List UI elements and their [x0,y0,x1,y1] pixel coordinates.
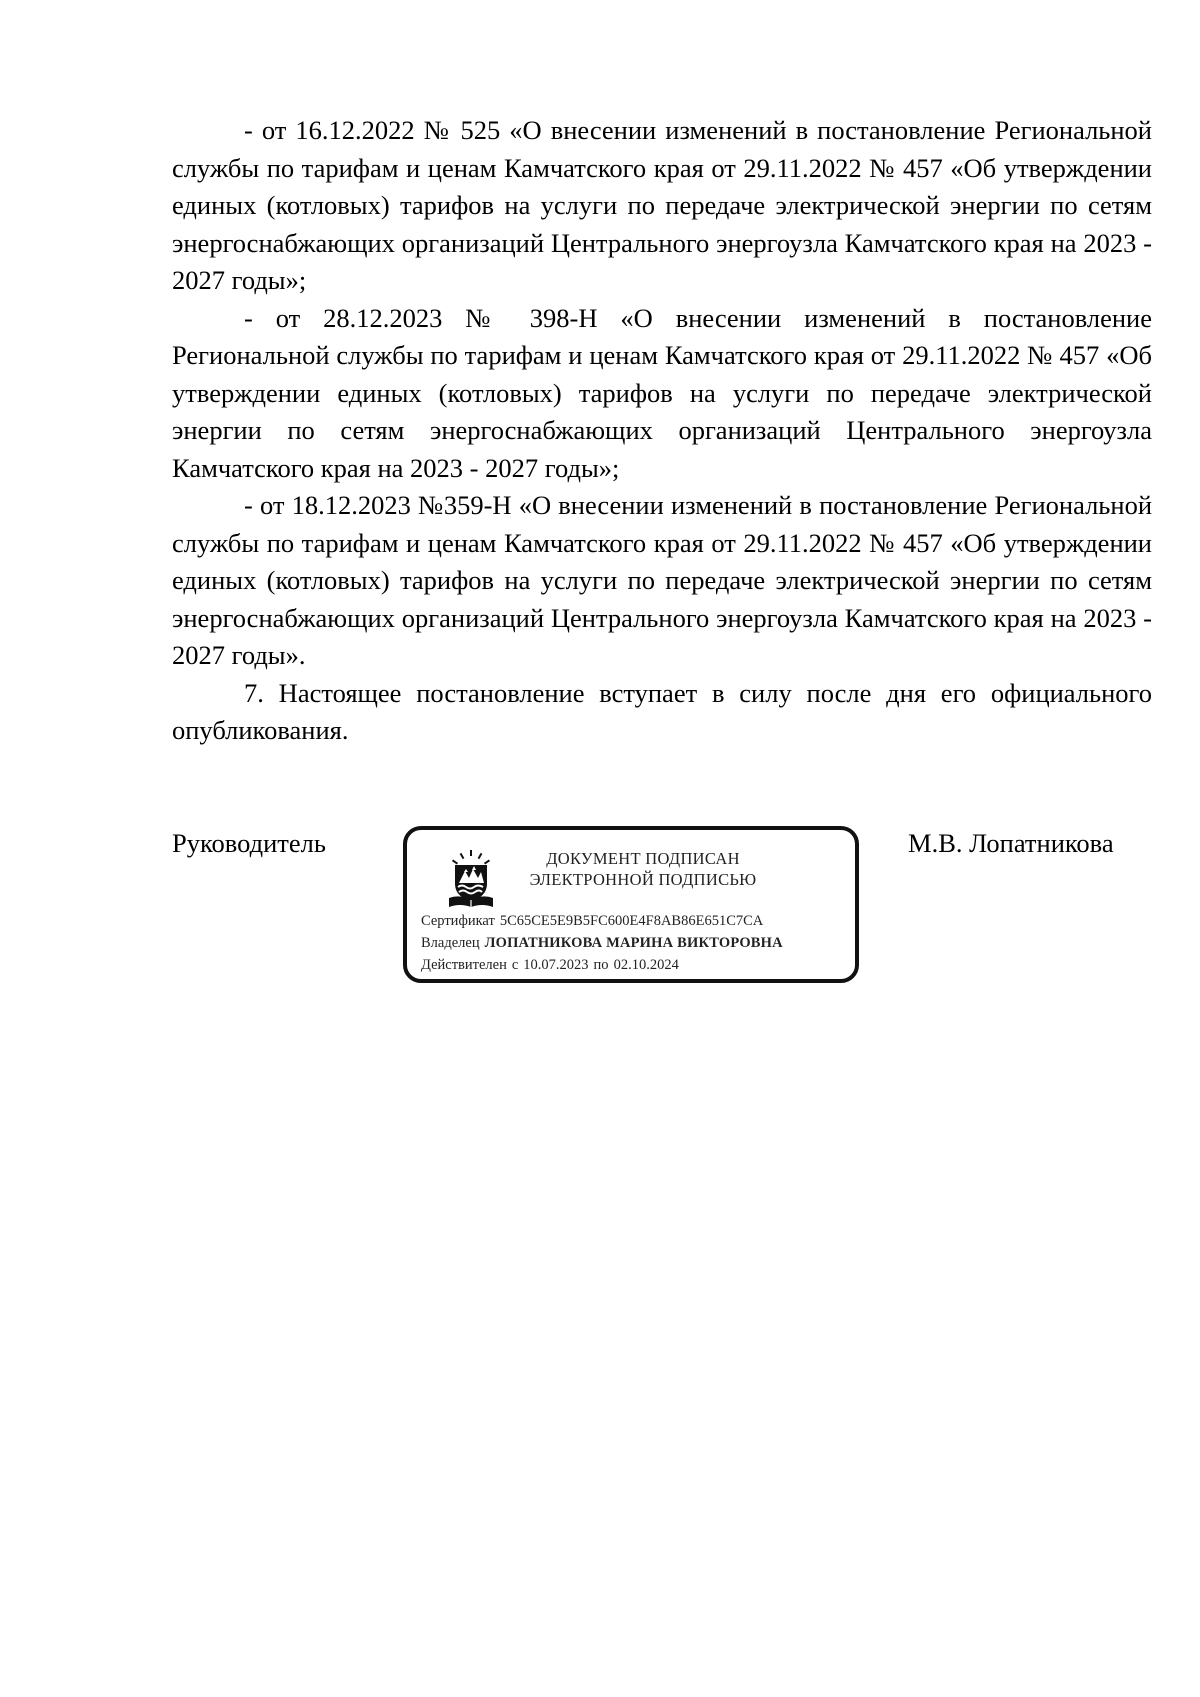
signer-position: Руководитель [172,828,326,858]
valid-to-label: по [593,957,609,973]
stamp-heading [513,848,773,890]
stamp-certificate-row [421,912,763,931]
valid-from-date: 10.07.2023 [523,957,589,973]
signer-name: М.В. Лопатникова [908,828,1114,858]
kamchatka-coat-of-arms-icon [447,850,495,908]
certificate-value: 5C65CE5E9B5FC600E4F8AB86E651C7CA [499,913,764,929]
stamp-owner-row [421,934,783,953]
paragraph-amendment-398: - от 28.12.2023 № 398-Н «О внесении изменений в постановление Региональной службы по тарифам и ценам Камчатского края от 29.11.2022 № 457 «Об утверждении единых (котловых) тарифов на услуги по передаче электрической энергии по сетям энергоснабжающих организаций Центрального энергоузла Камчатского края на 2023 - 2027 годы»; [172,302,1152,483]
owner-value: ЛОПАТНИКОВА МАРИНА ВИКТОРОВНА [484,935,783,951]
paragraph-effective-date: 7. Настоящее постановление вступает в силу после дня его официального опубликования. [172,677,1152,745]
valid-from-label: с [511,957,519,973]
certificate-label: Сертификат [421,913,495,929]
stamp-heading-line2: ЭЛЕКТРОННОЙ ПОДПИСЬЮ [529,870,757,889]
stamp-validity-row [421,956,679,975]
electronic-signature-stamp [403,826,859,983]
paragraph-amendment-525: - от 16.12.2022 № 525 «О внесении изменений в постановление Региональной службы по тарифам и ценам Камчатского края от 29.11.2022 № 457 «Об утверждении единых (котловых) тарифов на услуги по передаче электрической энергии по сетям энергоснабжающих организаций Центрального энергоузла Камчатского края на 2023 - 2027 годы»; [172,115,1152,295]
document-body [172,112,1152,750]
valid-to-date: 02.10.2024 [613,957,679,973]
stamp-heading-line1: ДОКУМЕНТ ПОДПИСАН [546,849,740,868]
paragraph-amendment-359: - от 18.12.2023 №359-Н «О внесении изменений в постановление Региональной службы по тарифам и ценам Камчатского края от 29.11.2022 № 457 «Об утверждении единых (котловых) тарифов на услуги по передаче электрической энергии по сетям энергоснабжающих организаций Центрального энергоузла Камчатского края на 2023 - 2027 годы». [172,490,1152,670]
valid-label: Действителен [421,957,507,973]
owner-label: Владелец [421,935,480,951]
